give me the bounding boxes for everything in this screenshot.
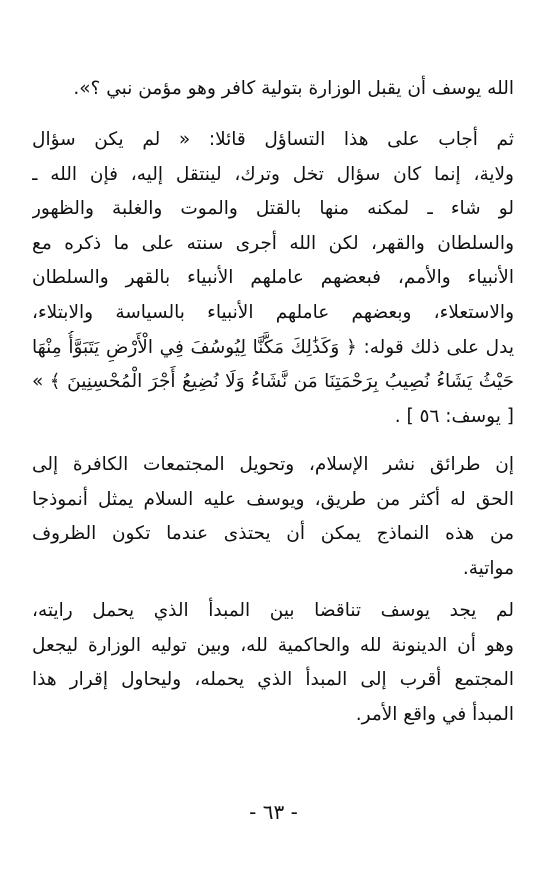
quran-verse-line: يدل على ذلك قوله: ﴿ وَكَذَٰلِكَ مَكَّنَّا لِيُوسُفَ فِي الْأَرْضِ يَتَبَوَّأُ مِنْهَا [32, 336, 514, 358]
page-number: - ٦٣ - [249, 800, 298, 824]
text-line: لو شاء ـ لمكنه منها بالقتل والموت والغلبة والظهور [32, 198, 514, 220]
text-line: الله يوسف أن يقبل الوزارة بتولية كافر وهو مؤمن نبي ؟». [73, 78, 514, 99]
text-line: ولاية، إنما كان سؤال تخل وترك، لينتقل إليه، فإن الله ـ [32, 163, 514, 185]
text-line: لم يجد يوسف تناقضا بين المبدأ الذي يحمل رايته، [32, 600, 514, 621]
text-line: والسلطان والقهر، لكن الله أجرى سنته على ما ذكره مع [32, 232, 514, 254]
paragraph-2 [32, 123, 514, 434]
text-line: الحق له أكثر من طريق، ويوسف عليه السلام يمثل أنموذجا [32, 488, 514, 510]
paragraph-4 [32, 594, 514, 732]
text-line: من هذه النماذج يمكن أن يحتذى عندما تكون الظروف [32, 523, 514, 545]
text-line: المجتمع أقرب إلى المبدأ الذي يحمله، وليحاول إقرار هذا [32, 669, 514, 691]
text-line: المبدأ في واقع الأمر. [355, 703, 514, 725]
quran-verse-line: حَيْثُ يَشَاءُ نُصِيبُ بِرَحْمَتِنَا مَن نَّشَاءُ وَلَا نُضِيعُ أَجْرَ الْمُحْسِنِينَ ﴾ » [32, 371, 514, 393]
text-line: والاستعلاء، وبعضهم عاملهم الأنبياء بالسياسة والابتلاء، [32, 301, 514, 323]
verse-citation: [ يوسف: ٥٦ ] . [394, 405, 514, 427]
text-line: وهو أن الدينونة لله والحاكمية لله، وبين توليه الوزارة ليجعل [32, 634, 514, 656]
text-line: إن طرائق نشر الإسلام، وتحويل المجتمعات الكافرة إلى [32, 454, 514, 475]
paragraph-3 [32, 448, 514, 586]
text-line: مواتية. [462, 557, 514, 579]
paragraph-1 [32, 72, 514, 107]
text-line: ثم أجاب على هذا التساؤل قائلا: « لم يكن سؤال [32, 129, 514, 150]
text-line: الأنبياء والأمم، فبعضهم عاملهم الأنبياء بالقهر والسلطان [32, 267, 514, 289]
